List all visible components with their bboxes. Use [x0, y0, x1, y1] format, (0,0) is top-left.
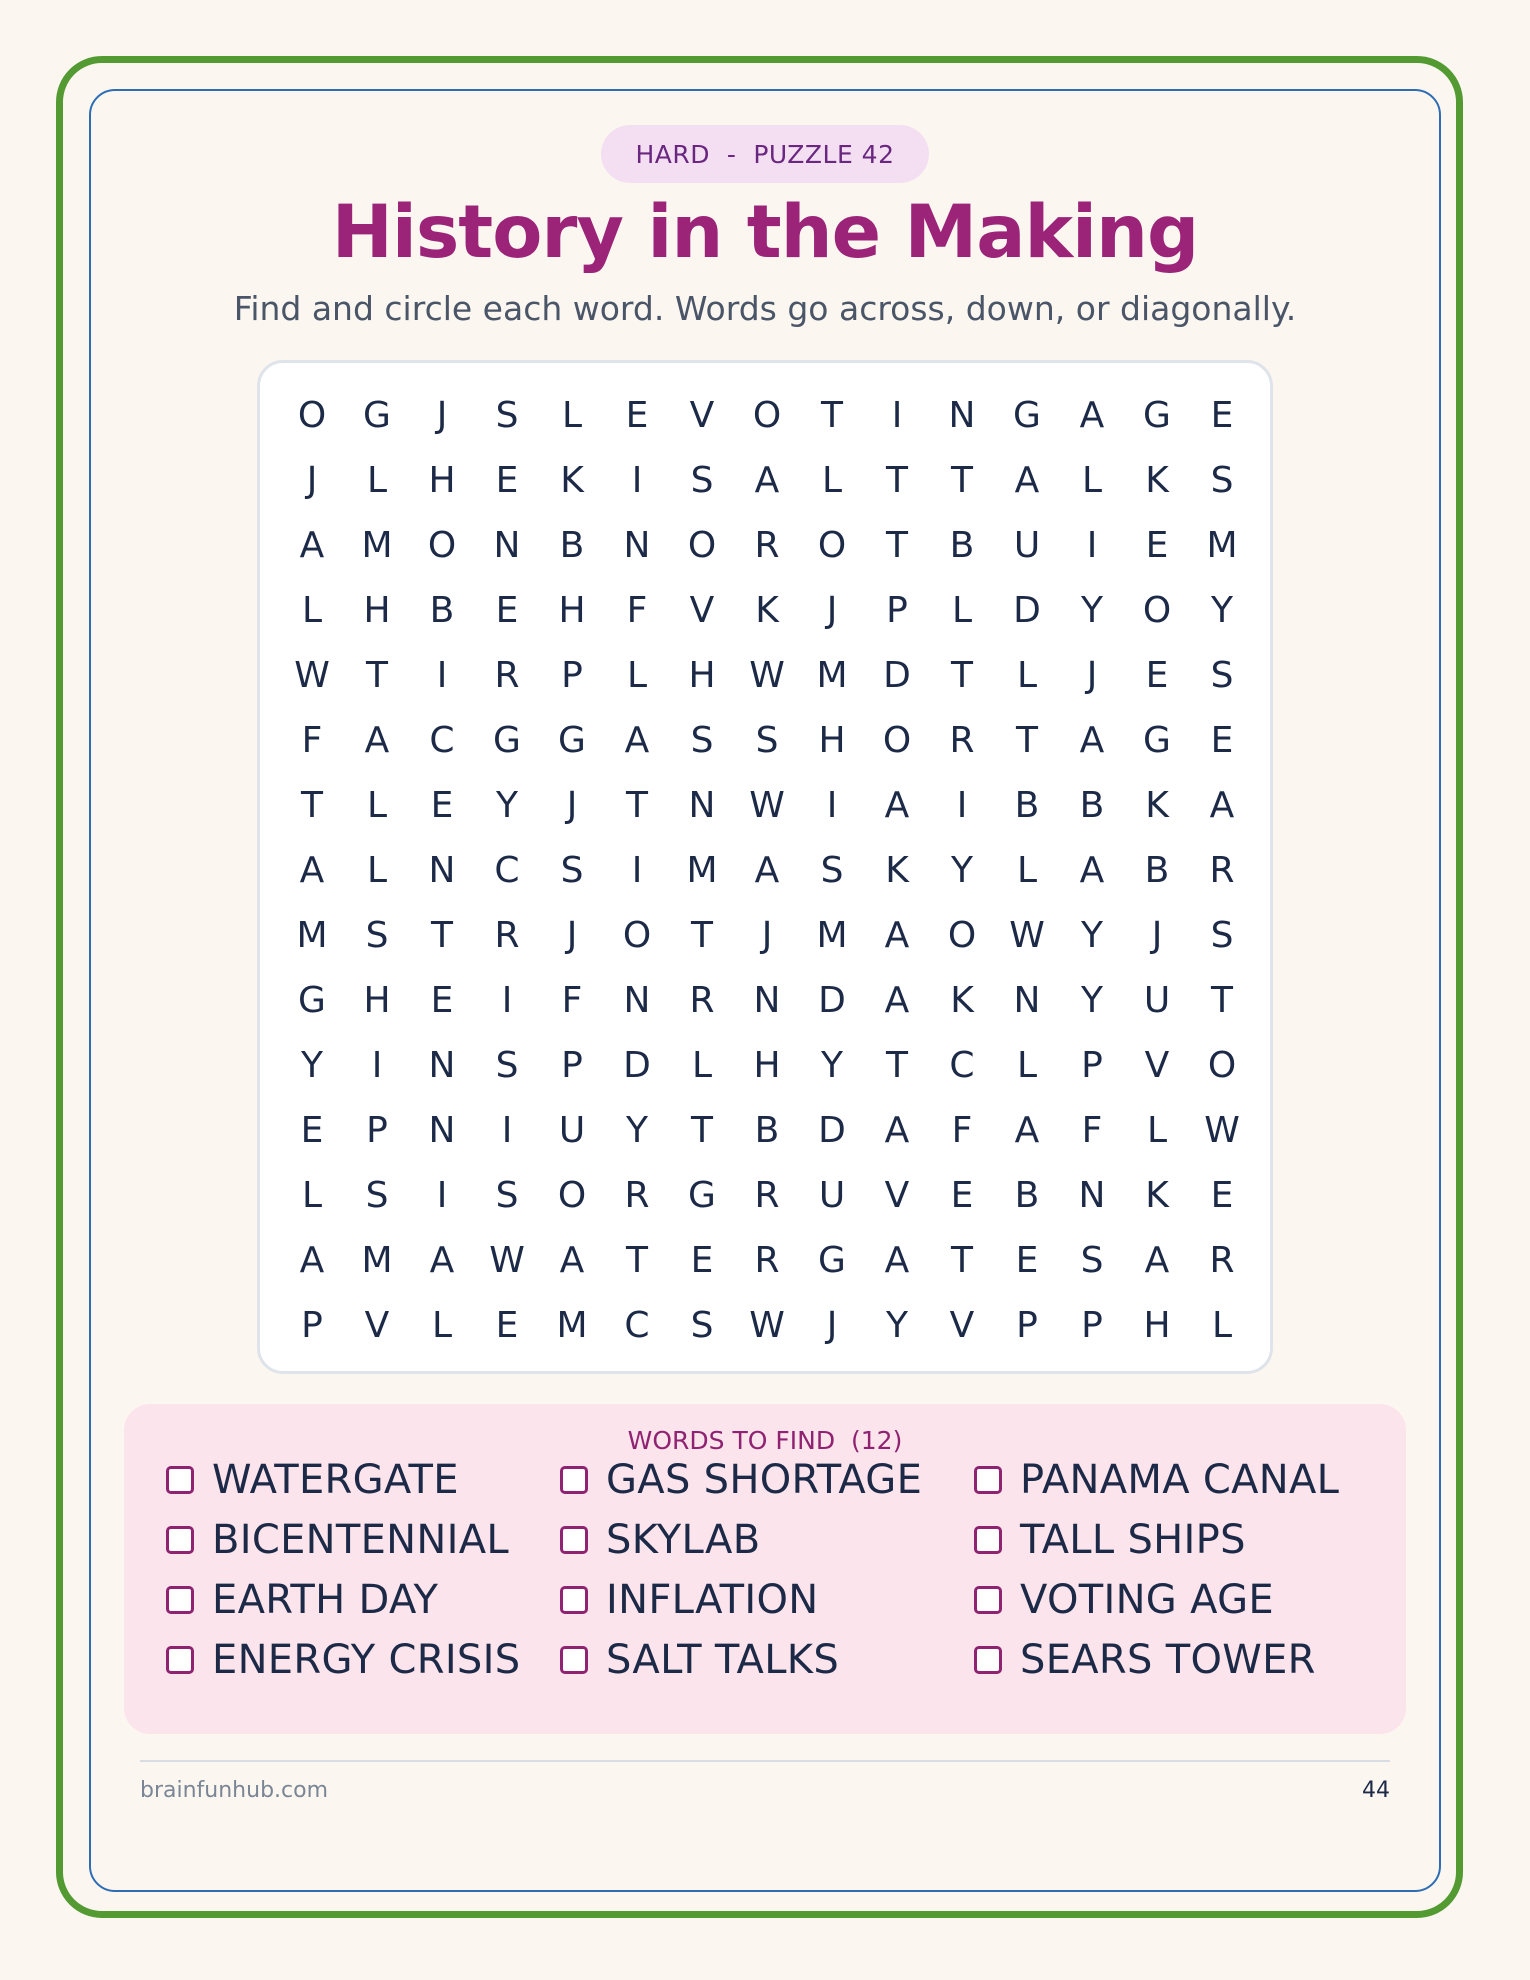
grid-letter[interactable]: Y — [626, 1109, 648, 1151]
grid-letter[interactable]: T — [1211, 979, 1233, 1021]
grid-letter[interactable]: L — [1016, 1044, 1038, 1086]
grid-letter[interactable]: A — [1014, 459, 1040, 501]
word-checkbox[interactable] — [166, 1586, 194, 1614]
grid-letter[interactable]: B — [949, 524, 975, 566]
word-label: ENERGY CRISIS — [212, 1637, 521, 1683]
grid-letter[interactable]: J — [306, 459, 318, 501]
word-checkbox[interactable] — [166, 1526, 194, 1554]
footer-divider — [140, 1760, 1390, 1762]
grid-letter[interactable]: R — [754, 1239, 780, 1281]
grid-letter[interactable]: E — [300, 1109, 324, 1151]
grid-letter[interactable]: T — [301, 784, 323, 826]
grid-letter[interactable]: A — [884, 1109, 910, 1151]
grid-letter[interactable]: M — [361, 524, 393, 566]
grid-letter[interactable]: S — [495, 394, 519, 436]
grid-letter[interactable]: A — [624, 719, 650, 761]
grid-letter[interactable]: L — [366, 459, 388, 501]
word-label: SKYLAB — [606, 1517, 761, 1563]
grid-letter[interactable]: D — [818, 979, 846, 1021]
grid-letter[interactable]: J — [761, 914, 773, 956]
grid-letter[interactable]: E — [1210, 1174, 1234, 1216]
grid-letter[interactable]: D — [883, 654, 911, 696]
grid-letter[interactable]: M — [556, 1304, 588, 1346]
grid-letter[interactable]: N — [623, 524, 651, 566]
grid-letter[interactable]: L — [1081, 459, 1103, 501]
word-list-panel — [124, 1404, 1406, 1734]
grid-letter[interactable]: N — [493, 524, 521, 566]
grid-letter[interactable]: T — [1016, 719, 1038, 761]
grid-letter[interactable]: U — [818, 1174, 846, 1216]
grid-letter[interactable]: Y — [886, 1304, 908, 1346]
grid-letter[interactable]: T — [886, 1044, 908, 1086]
grid-letter[interactable]: W — [1009, 914, 1045, 956]
grid-letter[interactable]: N — [688, 784, 716, 826]
grid-letter[interactable]: K — [1145, 459, 1169, 501]
grid-letter[interactable]: B — [559, 524, 585, 566]
grid-letter[interactable]: L — [1016, 654, 1038, 696]
grid-letter[interactable]: E — [1210, 394, 1234, 436]
grid-letter[interactable]: S — [495, 1174, 519, 1216]
grid-letter[interactable]: R — [1209, 849, 1235, 891]
grid-letter[interactable]: E — [495, 1304, 519, 1346]
grid-letter[interactable]: I — [501, 979, 513, 1021]
grid-letter[interactable]: N — [428, 1109, 456, 1151]
word-checkbox[interactable] — [166, 1466, 194, 1494]
word-item[interactable] — [560, 1452, 922, 1508]
grid-letter[interactable]: O — [622, 914, 652, 956]
grid-letter[interactable]: I — [436, 1174, 448, 1216]
word-label: SEARS TOWER — [1020, 1637, 1316, 1683]
grid-letter[interactable]: S — [365, 914, 389, 956]
grid-letter[interactable]: T — [626, 1239, 648, 1281]
grid-letter[interactable]: A — [364, 719, 390, 761]
word-item[interactable] — [560, 1512, 760, 1568]
grid-letter[interactable]: S — [690, 459, 714, 501]
grid-letter[interactable]: T — [691, 914, 713, 956]
grid-letter[interactable]: O — [752, 394, 782, 436]
grid-letter[interactable]: T — [951, 654, 973, 696]
grid-letter[interactable]: J — [826, 1304, 838, 1346]
grid-letter[interactable]: P — [366, 1109, 388, 1151]
grid-letter[interactable]: I — [501, 1109, 513, 1151]
grid-letter[interactable]: E — [1210, 719, 1234, 761]
grid-letter[interactable]: V — [364, 1304, 390, 1346]
grid-letter[interactable]: O — [882, 719, 912, 761]
grid-letter[interactable]: T — [431, 914, 453, 956]
grid-letter[interactable]: G — [1143, 719, 1171, 761]
grid-letter[interactable]: N — [1078, 1174, 1106, 1216]
grid-letter[interactable]: O — [297, 394, 327, 436]
grid-letter[interactable]: A — [884, 1239, 910, 1281]
grid-letter[interactable]: F — [301, 719, 323, 761]
grid-letter[interactable]: F — [626, 589, 648, 631]
grid-letter[interactable]: S — [690, 719, 714, 761]
grid-letter[interactable]: B — [1014, 1174, 1040, 1216]
grid-letter[interactable]: R — [624, 1174, 650, 1216]
grid-letter[interactable]: T — [886, 459, 908, 501]
grid-letter[interactable]: A — [1079, 394, 1105, 436]
grid-letter[interactable]: G — [1013, 394, 1041, 436]
grid-letter[interactable]: A — [1209, 784, 1235, 826]
grid-letter[interactable]: W — [749, 1304, 785, 1346]
word-checkbox[interactable] — [974, 1466, 1002, 1494]
grid-letter[interactable]: M — [296, 914, 328, 956]
grid-letter[interactable]: V — [689, 589, 715, 631]
grid-letter[interactable]: E — [625, 394, 649, 436]
word-item[interactable] — [560, 1632, 839, 1688]
grid-letter[interactable]: A — [429, 1239, 455, 1281]
grid-letter[interactable]: K — [950, 979, 974, 1021]
grid-letter[interactable]: F — [561, 979, 583, 1021]
grid-letter[interactable]: H — [688, 654, 716, 696]
grid-letter[interactable]: A — [754, 849, 780, 891]
word-checkbox[interactable] — [560, 1466, 588, 1494]
grid-letter[interactable]: U — [558, 1109, 586, 1151]
word-item[interactable] — [974, 1572, 1274, 1628]
grid-letter[interactable]: B — [754, 1109, 780, 1151]
grid-letter[interactable]: H — [753, 1044, 781, 1086]
word-label: EARTH DAY — [212, 1577, 439, 1623]
grid-letter[interactable]: N — [623, 979, 651, 1021]
grid-letter[interactable]: A — [754, 459, 780, 501]
grid-letter[interactable]: I — [371, 1044, 383, 1086]
word-checkbox[interactable] — [974, 1646, 1002, 1674]
grid-letter[interactable]: Y — [1211, 589, 1233, 631]
grid-letter[interactable]: T — [951, 459, 973, 501]
grid-letter[interactable]: N — [753, 979, 781, 1021]
grid-letter[interactable]: O — [427, 524, 457, 566]
word-label: BICENTENNIAL — [212, 1517, 509, 1563]
grid-letter[interactable]: O — [817, 524, 847, 566]
grid-letter[interactable]: S — [495, 1044, 519, 1086]
difficulty-badge — [601, 125, 929, 183]
grid-letter[interactable]: J — [566, 914, 578, 956]
word-item[interactable] — [560, 1572, 819, 1628]
grid-letter[interactable]: L — [951, 589, 973, 631]
grid-letter[interactable]: J — [1086, 654, 1098, 696]
grid-letter[interactable]: V — [1144, 1044, 1170, 1086]
grid-letter[interactable]: H — [363, 979, 391, 1021]
grid-letter[interactable]: E — [1015, 1239, 1039, 1281]
grid-letter[interactable]: B — [1144, 849, 1170, 891]
grid-letter[interactable]: I — [1086, 524, 1098, 566]
grid-letter[interactable]: A — [884, 914, 910, 956]
grid-letter[interactable]: G — [298, 979, 326, 1021]
grid-letter[interactable]: H — [558, 589, 586, 631]
grid-letter[interactable]: S — [820, 849, 844, 891]
grid-letter[interactable]: I — [891, 394, 903, 436]
grid-letter[interactable]: H — [363, 589, 391, 631]
grid-letter[interactable]: L — [821, 459, 843, 501]
grid-letter[interactable]: C — [949, 1044, 975, 1086]
footer-website: brainfunhub.com — [140, 1778, 329, 1803]
grid-letter[interactable]: D — [1013, 589, 1041, 631]
grid-letter[interactable]: L — [366, 784, 388, 826]
word-label: SALT TALKS — [606, 1637, 840, 1683]
grid-letter[interactable]: N — [948, 394, 976, 436]
grid-letter[interactable]: L — [561, 394, 583, 436]
grid-letter[interactable]: Y — [496, 784, 518, 826]
page-number: 44 — [1362, 1778, 1390, 1803]
grid-letter[interactable]: Y — [301, 1044, 323, 1086]
grid-letter[interactable]: J — [566, 784, 578, 826]
word-item[interactable] — [166, 1512, 509, 1568]
grid-letter[interactable]: S — [1210, 914, 1234, 956]
grid-letter[interactable]: Y — [1081, 589, 1103, 631]
grid-letter[interactable]: E — [495, 459, 519, 501]
grid-letter[interactable]: P — [1081, 1044, 1103, 1086]
grid-letter[interactable]: T — [951, 1239, 973, 1281]
grid-letter[interactable]: O — [687, 524, 717, 566]
grid-letter[interactable]: J — [1151, 914, 1163, 956]
grid-letter[interactable]: I — [956, 784, 968, 826]
grid-letter[interactable]: A — [884, 979, 910, 1021]
grid-letter[interactable]: D — [623, 1044, 651, 1086]
grid-letter[interactable]: L — [1146, 1109, 1168, 1151]
grid-letter[interactable]: S — [365, 1174, 389, 1216]
grid-letter[interactable]: E — [1145, 654, 1169, 696]
grid-letter[interactable]: H — [428, 459, 456, 501]
grid-letter[interactable]: A — [559, 1239, 585, 1281]
grid-letter[interactable]: W — [749, 654, 785, 696]
grid-letter[interactable]: Y — [951, 849, 973, 891]
grid-letter[interactable]: V — [884, 1174, 910, 1216]
grid-letter[interactable]: A — [884, 784, 910, 826]
badge-separator: - — [710, 139, 754, 169]
grid-letter[interactable]: G — [558, 719, 586, 761]
grid-letter[interactable]: U — [1143, 979, 1171, 1021]
grid-letter[interactable]: O — [947, 914, 977, 956]
grid-letter[interactable]: P — [561, 654, 583, 696]
grid-letter[interactable]: E — [950, 1174, 974, 1216]
word-label: PANAMA CANAL — [1020, 1457, 1340, 1503]
grid-letter[interactable]: L — [626, 654, 648, 696]
grid-letter[interactable]: D — [818, 1109, 846, 1151]
word-label: GAS SHORTAGE — [606, 1457, 923, 1503]
grid-letter[interactable]: E — [690, 1239, 714, 1281]
grid-letter[interactable]: L — [1211, 1304, 1233, 1346]
grid-letter[interactable]: C — [429, 719, 455, 761]
grid-letter[interactable]: G — [688, 1174, 716, 1216]
grid-letter[interactable]: W — [294, 654, 330, 696]
word-list-title: WORDS TO FIND — [627, 1426, 836, 1455]
grid-letter[interactable]: H — [1143, 1304, 1171, 1346]
word-list-heading — [124, 1426, 1406, 1455]
grid-letter[interactable]: G — [1143, 394, 1171, 436]
grid-letter[interactable]: B — [429, 589, 455, 631]
grid-letter[interactable]: A — [1079, 719, 1105, 761]
word-count: (12) — [851, 1426, 903, 1455]
grid-letter[interactable]: E — [1145, 524, 1169, 566]
grid-letter[interactable]: Y — [821, 1044, 843, 1086]
grid-letter[interactable]: S — [1210, 459, 1234, 501]
grid-letter[interactable]: U — [1013, 524, 1041, 566]
grid-letter[interactable]: W — [749, 784, 785, 826]
difficulty-label: HARD — [635, 139, 711, 169]
grid-letter[interactable]: N — [428, 849, 456, 891]
page-title: History in the Making — [331, 190, 1199, 275]
grid-letter[interactable]: A — [1014, 1109, 1040, 1151]
grid-letter[interactable]: S — [755, 719, 779, 761]
grid-letter[interactable]: O — [557, 1174, 587, 1216]
grid-letter[interactable]: R — [1209, 1239, 1235, 1281]
grid-letter[interactable]: M — [816, 914, 848, 956]
word-label: INFLATION — [606, 1577, 819, 1623]
grid-letter[interactable]: M — [1206, 524, 1238, 566]
grid-letter[interactable]: K — [1145, 1174, 1169, 1216]
grid-letter[interactable]: G — [493, 719, 521, 761]
grid-letter[interactable]: L — [431, 1304, 453, 1346]
word-item[interactable] — [166, 1572, 438, 1628]
word-label: TALL SHIPS — [1020, 1517, 1246, 1563]
word-checkbox[interactable] — [974, 1586, 1002, 1614]
grid-letter[interactable]: S — [690, 1304, 714, 1346]
grid-letter[interactable]: S — [1080, 1239, 1104, 1281]
grid-letter[interactable]: M — [686, 849, 718, 891]
grid-letter[interactable]: C — [624, 1304, 650, 1346]
grid-letter[interactable]: E — [430, 784, 454, 826]
grid-letter[interactable]: L — [301, 1174, 323, 1216]
word-item[interactable] — [974, 1512, 1246, 1568]
grid-letter[interactable]: Y — [1081, 979, 1103, 1021]
word-label: WATERGATE — [212, 1457, 459, 1503]
grid-letter[interactable]: V — [949, 1304, 975, 1346]
word-item[interactable] — [974, 1632, 1316, 1688]
grid-letter[interactable]: V — [689, 394, 715, 436]
grid-letter[interactable]: R — [689, 979, 715, 1021]
grid-letter[interactable]: O — [1142, 589, 1172, 631]
grid-letter[interactable]: E — [495, 589, 519, 631]
grid-letter[interactable]: I — [826, 784, 838, 826]
word-checkbox[interactable] — [974, 1526, 1002, 1554]
grid-letter[interactable]: C — [494, 849, 520, 891]
grid-letter[interactable]: K — [885, 849, 909, 891]
grid-letter[interactable]: A — [299, 524, 325, 566]
grid-letter[interactable]: I — [631, 459, 643, 501]
grid-letter[interactable]: L — [691, 1044, 713, 1086]
word-item[interactable] — [166, 1632, 520, 1688]
word-checkbox[interactable] — [560, 1526, 588, 1554]
grid-letter[interactable]: R — [494, 914, 520, 956]
grid-letter[interactable]: M — [816, 654, 848, 696]
grid-letter[interactable]: P — [886, 589, 908, 631]
word-item[interactable] — [974, 1452, 1339, 1508]
grid-letter[interactable]: R — [754, 1174, 780, 1216]
grid-letter[interactable]: R — [949, 719, 975, 761]
grid-letter[interactable]: P — [561, 1044, 583, 1086]
grid-letter[interactable]: H — [818, 719, 846, 761]
grid-letter[interactable]: B — [1014, 784, 1040, 826]
word-item[interactable] — [166, 1452, 459, 1508]
grid-letter[interactable]: P — [1081, 1304, 1103, 1346]
grid-letter[interactable]: A — [299, 1239, 325, 1281]
grid-letter[interactable]: L — [366, 849, 388, 891]
grid-letter[interactable]: G — [363, 394, 391, 436]
grid-letter[interactable]: B — [1079, 784, 1105, 826]
grid-letter[interactable]: N — [1013, 979, 1041, 1021]
grid-letter[interactable]: Y — [1081, 914, 1103, 956]
grid-letter[interactable]: R — [494, 654, 520, 696]
word-checkbox[interactable] — [560, 1586, 588, 1614]
grid-letter[interactable]: A — [1079, 849, 1105, 891]
grid-letter[interactable]: S — [560, 849, 584, 891]
puzzle-number: PUZZLE 42 — [753, 139, 895, 169]
grid-letter[interactable]: K — [755, 589, 779, 631]
grid-letter[interactable]: K — [560, 459, 584, 501]
grid-letter[interactable]: T — [886, 524, 908, 566]
grid-letter[interactable]: K — [1145, 784, 1169, 826]
instructions: Find and circle each word. Words go across, down, or diagonally. — [233, 289, 1297, 328]
grid-letter[interactable]: T — [626, 784, 648, 826]
grid-letter[interactable]: N — [428, 1044, 456, 1086]
grid-letter[interactable]: J — [826, 589, 838, 631]
grid-letter[interactable]: S — [1210, 654, 1234, 696]
word-checkbox[interactable] — [560, 1646, 588, 1674]
grid-letter[interactable]: W — [489, 1239, 525, 1281]
grid-letter[interactable]: T — [821, 394, 843, 436]
grid-letter[interactable]: F — [1081, 1109, 1103, 1151]
grid-letter[interactable]: A — [299, 849, 325, 891]
grid-letter[interactable]: P — [1016, 1304, 1038, 1346]
grid-letter[interactable]: T — [366, 654, 388, 696]
grid-letter[interactable]: A — [1144, 1239, 1170, 1281]
grid-letter[interactable]: M — [361, 1239, 393, 1281]
grid-letter[interactable]: W — [1204, 1109, 1240, 1151]
letter-grid — [257, 360, 1273, 1374]
grid-letter[interactable]: O — [1207, 1044, 1237, 1086]
grid-letter[interactable]: R — [754, 524, 780, 566]
grid-letter[interactable]: G — [818, 1239, 846, 1281]
grid-letter[interactable]: P — [301, 1304, 323, 1346]
grid-letter[interactable]: I — [436, 654, 448, 696]
grid-letter[interactable]: I — [631, 849, 643, 891]
grid-letter[interactable]: T — [691, 1109, 713, 1151]
grid-letter[interactable]: L — [301, 589, 323, 631]
word-label: VOTING AGE — [1020, 1577, 1274, 1623]
grid-letter[interactable]: E — [430, 979, 454, 1021]
grid-letter[interactable]: L — [1016, 849, 1038, 891]
grid-letter[interactable]: J — [436, 394, 448, 436]
word-checkbox[interactable] — [166, 1646, 194, 1674]
grid-letter[interactable]: F — [951, 1109, 973, 1151]
